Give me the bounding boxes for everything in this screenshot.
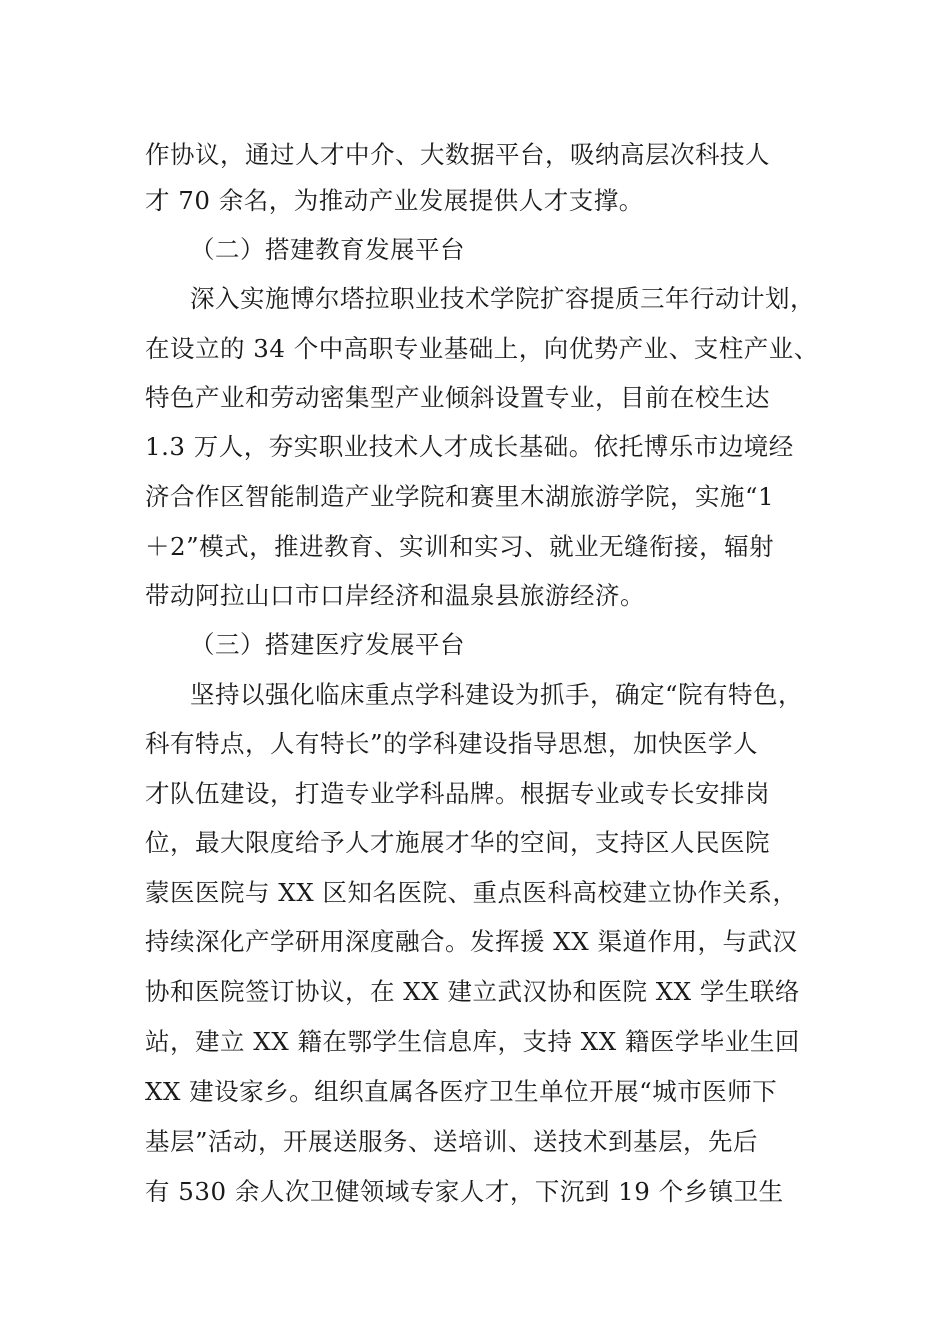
- text-line: XX 建设家乡。组织直属各医疗卫生单位开展“城市医师下: [145, 1077, 778, 1106]
- section-heading-education: （二）搭建教育发展平台: [190, 235, 465, 264]
- text-line: 站，建立 XX 籍在鄂学生信息库，支持 XX 籍医学毕业生回: [145, 1027, 800, 1056]
- text-line: 基层”活动，开展送服务、送培训、送技术到基层，先后: [145, 1127, 759, 1156]
- text-line: ＋2”模式，推进教育、实训和实习、就业无缝衔接，辐射: [145, 532, 775, 561]
- text-line: 协和医院签订协议，在 XX 建立武汉协和医院 XX 学生联络: [145, 977, 800, 1006]
- text-line: 才 70 余名，为推动产业发展提供人才支撑。: [145, 186, 644, 215]
- text-line: 济合作区智能制造产业学院和赛里木湖旅游学院，实施“1: [145, 482, 775, 511]
- text-line: 1.3 万人，夯实职业技术人才成长基础。依托博乐市边境经: [145, 432, 794, 461]
- text-line: 位，最大限度给予人才施展才华的空间，支持区人民医院: [145, 828, 770, 857]
- text-line: 有 530 余人次卫健领域专家人才，下沉到 19 个乡镇卫生: [145, 1177, 784, 1206]
- text-line: 在设立的 34 个中高职专业基础上，向优势产业、支柱产业、: [145, 334, 819, 363]
- paragraph-start: 坚持以强化临床重点学科建设为抓手，确定“院有特色，: [190, 680, 804, 709]
- text-line: 作协议，通过人才中介、大数据平台，吸纳高层次科技人: [145, 140, 770, 169]
- section-heading-medical: （三）搭建医疗发展平台: [190, 630, 465, 659]
- text-line: 科有特点，人有特长”的学科建设指导思想，加快医学人: [145, 729, 759, 758]
- text-line: 特色产业和劳动密集型产业倾斜设置专业，目前在校生达: [145, 383, 770, 412]
- text-line: 持续深化产学研用深度融合。发挥援 XX 渠道作用，与武汉: [145, 927, 798, 956]
- paragraph-start: 深入实施博尔塔拉职业技术学院扩容提质三年行动计划，: [190, 284, 815, 313]
- text-line: 带动阿拉山口市口岸经济和温泉县旅游经济。: [145, 581, 645, 610]
- text-line: 才队伍建设，打造专业学科品牌。根据专业或专长安排岗: [145, 779, 770, 808]
- text-line: 蒙医医院与 XX 区知名医院、重点医科高校建立协作关系，: [145, 878, 798, 907]
